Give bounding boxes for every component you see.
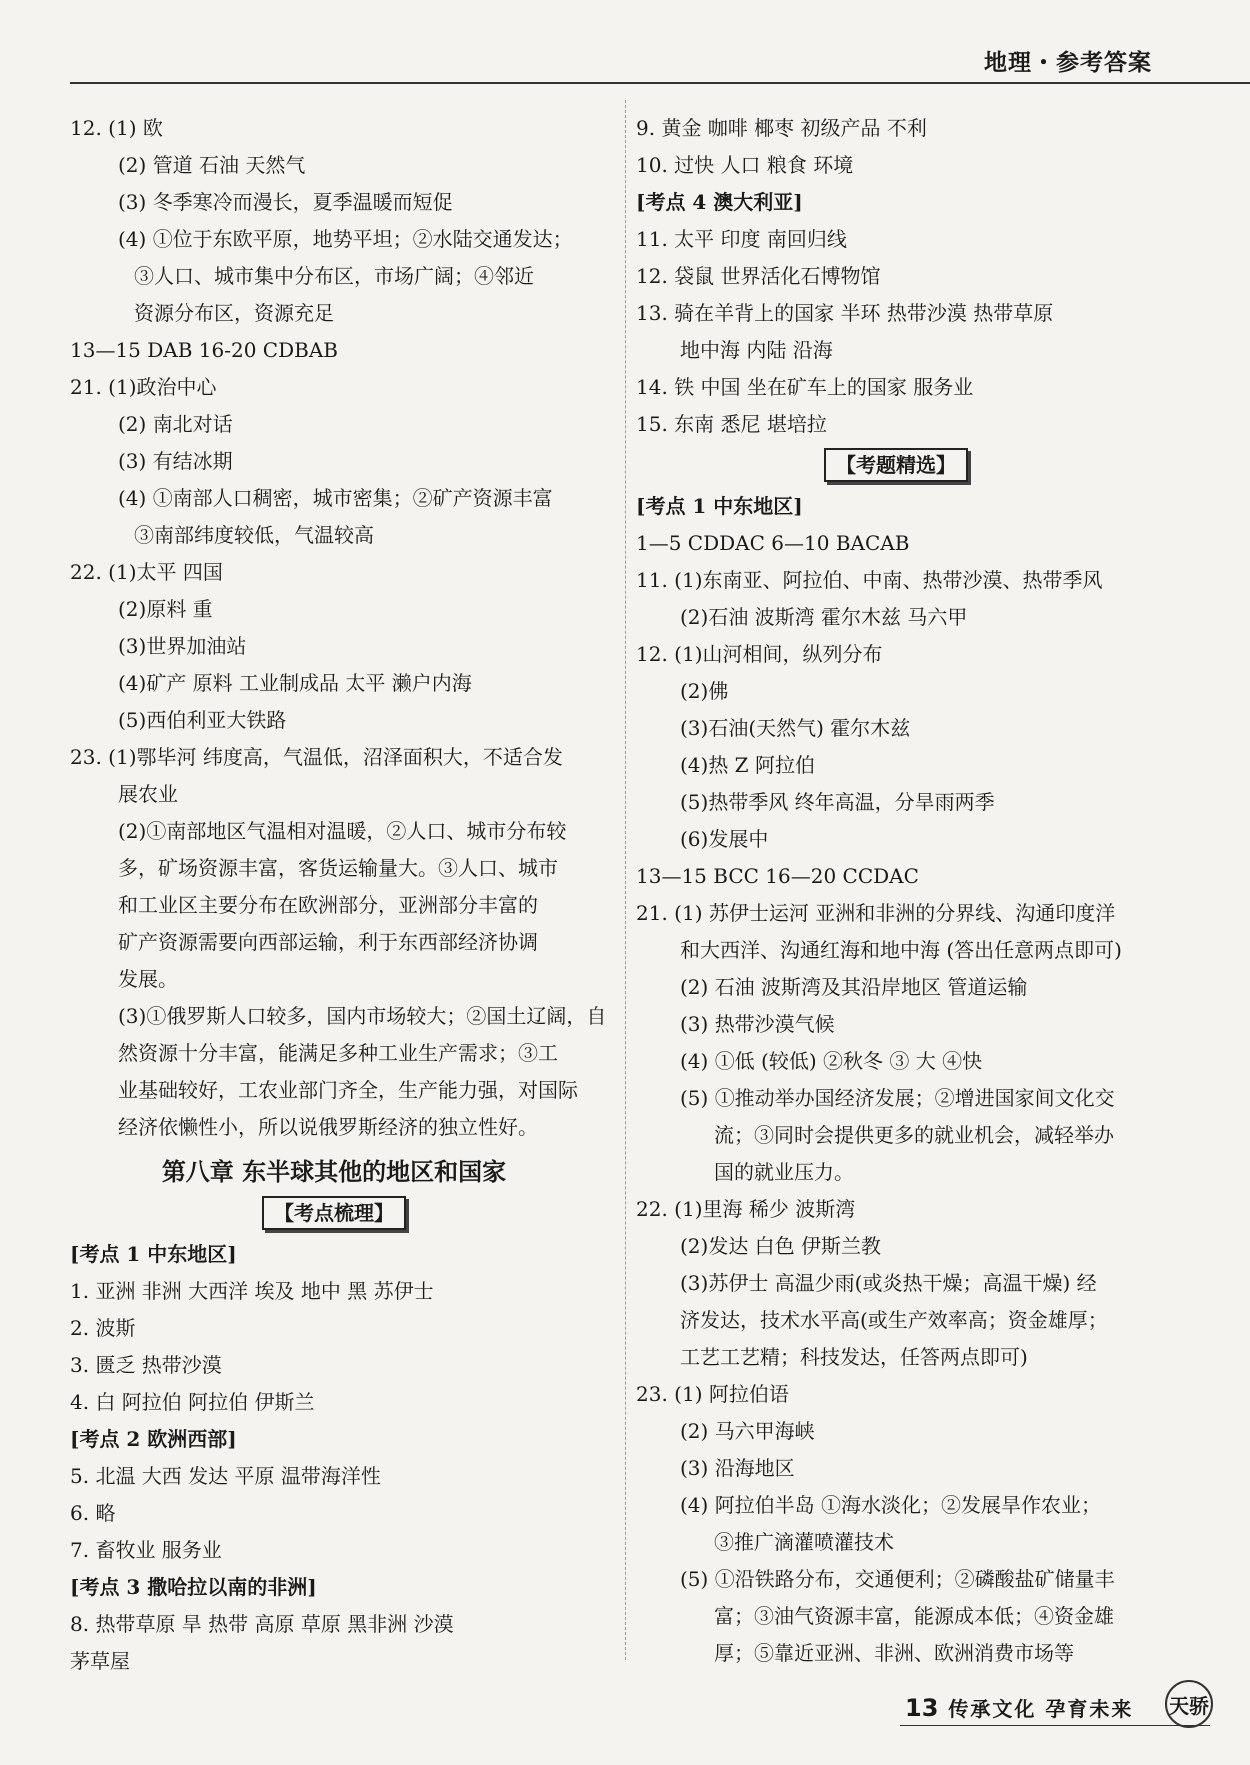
topic-heading: [考点 1 中东地区] (636, 494, 803, 518)
footer (905, 1693, 1133, 1722)
answer-line: (2) 南北对话 (118, 412, 233, 436)
answer-line: 6. 略 (70, 1501, 116, 1525)
answer-line: 22. (1)太平 四国 (70, 560, 223, 584)
answer-line: 13. 骑在羊背上的国家 半环 热带沙漠 热带草原 (636, 301, 1054, 325)
answer-line: 9. 黄金 咖啡 椰枣 初级产品 不利 (636, 116, 927, 140)
answer-line: ③南部纬度较低，气温较高 (134, 523, 374, 547)
answer-line: 厚；⑤靠近亚洲、非洲、欧洲消费市场等 (714, 1641, 1074, 1665)
answer-line: (3) 热带沙漠气候 (680, 1012, 835, 1036)
publisher-logo: 天骄 (1165, 1680, 1213, 1728)
answer-line: (2)原料 重 (118, 597, 213, 621)
answer-line: 多，矿场资源丰富，客货运输量大。③人口、城市 (118, 856, 558, 880)
answer-line: 5. 北温 大西 发达 平原 温带海洋性 (70, 1464, 381, 1488)
answer-line: (5)热带季风 终年高温，分旱雨两季 (680, 790, 995, 814)
answer-line: (6)发展中 (680, 827, 769, 851)
answer-line: (5)西伯利亚大铁路 (118, 708, 287, 732)
answer-line: (4) ①低 (较低) ②秋冬 ③ 大 ④快 (680, 1049, 983, 1073)
answer-line: 21. (1) 苏伊士运河 亚洲和非洲的分界线、沟通印度洋 (636, 901, 1116, 925)
answer-line: 12. (1)山河相间，纵列分布 (636, 642, 883, 666)
answer-line: (3) 沿海地区 (680, 1456, 795, 1480)
header-title: 地理・参考答案 (984, 50, 1152, 76)
topic-heading: [考点 1 中东地区] (70, 1242, 237, 1266)
answer-line: 12. (1) 欧 (70, 116, 163, 140)
section-heading-box (636, 447, 1156, 484)
answer-line: 然资源十分丰富，能满足多种工业生产需求；③工 (118, 1041, 558, 1065)
answer-line: 工艺工艺精；科技发达，任答两点即可) (680, 1345, 1028, 1369)
answer-line: 展农业 (118, 782, 178, 806)
answer-line: (4) ①南部人口稠密，城市密集；②矿产资源丰富 (118, 486, 553, 510)
answer-line: 4. 白 阿拉伯 阿拉伯 伊斯兰 (70, 1390, 315, 1414)
answer-line: 发展。 (118, 967, 178, 991)
answer-line: (3) 有结冰期 (118, 449, 233, 473)
answer-line: 13—15 BCC 16—20 CCDAC (636, 864, 919, 888)
answer-line: 流；③同时会提供更多的就业机会，减轻举办 (714, 1123, 1114, 1147)
answer-line: 经济依懒性小，所以说俄罗斯经济的独立性好。 (118, 1115, 538, 1139)
answer-line: 11. 太平 印度 南回归线 (636, 227, 847, 251)
page-number: 13 (905, 1694, 939, 1722)
chapter-title: 第八章 东半球其他的地区和国家 (161, 1158, 507, 1186)
answer-line: 14. 铁 中国 坐在矿车上的国家 服务业 (636, 375, 974, 399)
answer-line: 11. (1)东南亚、阿拉伯、中南、热带沙漠、热带季风 (636, 568, 1103, 592)
answer-line: 13—15 DAB 16-20 CDBAB (70, 338, 338, 362)
answer-line: (2)石油 波斯湾 霍尔木兹 马六甲 (680, 605, 968, 629)
answer-line: (4) 阿拉伯半岛 ①海水淡化；②发展旱作农业； (680, 1493, 1102, 1517)
answer-line: 富；③油气资源丰富，能源成本低；④资金雄 (714, 1604, 1114, 1628)
answer-line: (2)佛 (680, 679, 729, 703)
answer-line: (4) ①位于东欧平原，地势平坦；②水陆交通发达； (118, 227, 573, 251)
answer-line: (4)热 Z 阿拉伯 (680, 753, 815, 777)
left-column (70, 110, 607, 1680)
answer-line: 茅草屋 (70, 1649, 130, 1673)
answer-line: 地中海 内陆 沿海 (680, 338, 833, 362)
answer-line: (3) 冬季寒冷而漫长，夏季温暖而短促 (118, 190, 453, 214)
answer-line: (2)发达 白色 伊斯兰教 (680, 1234, 882, 1258)
section-heading-label: 【考题精选】 (824, 448, 968, 482)
header-rule (70, 82, 1250, 84)
answer-line: (2) 石油 波斯湾及其沿岸地区 管道运输 (680, 975, 1028, 999)
answer-line: 和大西洋、沟通红海和地中海 (答出任意两点即可) (680, 938, 1122, 962)
answer-line: 8. 热带草原 旱 热带 高原 草原 黑非洲 沙漠 (70, 1612, 454, 1636)
answer-line: (5) ①推动举办国经济发展；②增进国家间文化交 (680, 1086, 1115, 1110)
answer-line: 1. 亚洲 非洲 大西洋 埃及 地中 黑 苏伊士 (70, 1279, 434, 1303)
answer-line: 2. 波斯 (70, 1316, 136, 1340)
footer-rule (900, 1725, 1210, 1726)
answer-line: 23. (1) 阿拉伯语 (636, 1382, 789, 1406)
answer-line: 资源分布区，资源充足 (134, 301, 334, 325)
right-column (636, 110, 1156, 1672)
answer-line: 济发达，技术水平高(或生产效率高；资金雄厚； (680, 1308, 1108, 1332)
column-divider (625, 100, 626, 1660)
answer-line: 3. 匮乏 热带沙漠 (70, 1353, 222, 1377)
answer-line: 12. 袋鼠 世界活化石博物馆 (636, 264, 881, 288)
answer-line: (3)石油(天然气) 霍尔木兹 (680, 716, 911, 740)
section-heading-box (70, 1195, 598, 1232)
answer-line: 和工业区主要分布在欧洲部分，亚洲部分丰富的 (118, 893, 538, 917)
answer-line: (2)①南部地区气温相对温暖，②人口、城市分布较 (118, 819, 567, 843)
answer-line: 1—5 CDDAC 6—10 BACAB (636, 531, 910, 555)
answer-line: 业基础较好，工农业部门齐全，生产能力强，对国际 (118, 1078, 578, 1102)
answer-line: 22. (1)里海 稀少 波斯湾 (636, 1197, 856, 1221)
answer-line: (5) ①沿铁路分布，交通便利；②磷酸盐矿储量丰 (680, 1567, 1115, 1591)
answer-line: 矿产资源需要向西部运输，利于东西部经济协调 (118, 930, 538, 954)
topic-heading: [考点 2 欧洲西部] (70, 1427, 237, 1451)
answer-line: 23. (1)鄂毕河 纬度高，气温低，沼泽面积大，不适合发 (70, 745, 563, 769)
answer-line: (3)苏伊士 高温少雨(或炎热干燥；高温干燥) 经 (680, 1271, 1097, 1295)
answer-line: (3)①俄罗斯人口较多，国内市场较大；②国土辽阔，自 (118, 1004, 607, 1028)
answer-line: ③推广滴灌喷灌技术 (714, 1530, 894, 1554)
answer-line: 10. 过快 人口 粮食 环境 (636, 153, 854, 177)
answer-line: ③人口、城市集中分布区，市场广阔；④邻近 (134, 264, 534, 288)
answer-line: 7. 畜牧业 服务业 (70, 1538, 222, 1562)
answer-line: (4)矿产 原料 工业制成品 太平 濑户内海 (118, 671, 472, 695)
footer-slogan: 传承文化 孕育未来 (948, 1697, 1134, 1721)
answer-line: 15. 东南 悉尼 堪培拉 (636, 412, 827, 436)
answer-line: (2) 管道 石油 天然气 (118, 153, 306, 177)
section-heading-label: 【考点梳理】 (262, 1196, 406, 1230)
answer-line: (3)世界加油站 (118, 634, 247, 658)
answer-line: 21. (1)政治中心 (70, 375, 217, 399)
topic-heading: [考点 3 撒哈拉以南的非洲] (70, 1575, 317, 1599)
answer-line: (2) 马六甲海峡 (680, 1419, 815, 1443)
answer-line: 国的就业压力。 (714, 1160, 854, 1184)
topic-heading: [考点 4 澳大利亚] (636, 190, 803, 214)
